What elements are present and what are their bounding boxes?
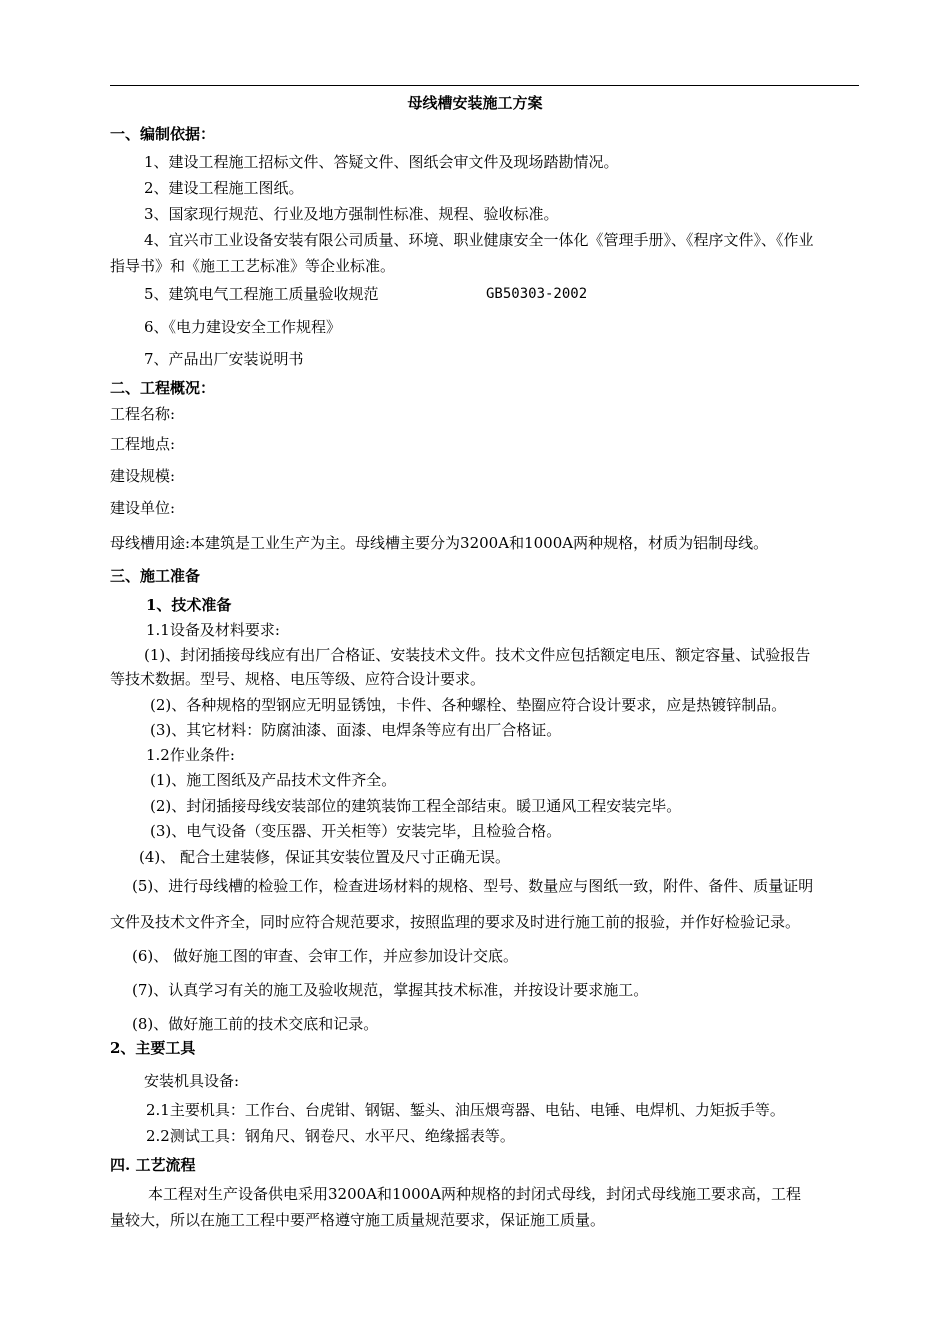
s1-standard-code: GB50303-2002	[486, 286, 588, 302]
s3-line-14: (7)、认真学习有关的施工及验收规范，掌握其技术标准，并按设计要求施工。	[132, 981, 649, 999]
s1-item-2: 2、建设工程施工图纸。	[144, 179, 304, 197]
section-2-heading: 二、工程概况：	[110, 379, 216, 397]
s3-subheading-technical: 1、技术准备	[146, 596, 232, 614]
s3-line-4: (2)、各种规格的型钢应无明显锈蚀，卡件、各种螺栓、垫圈应符合设计要求，应是热镀锌制品。	[150, 696, 787, 714]
s4-para-line-2: 量较大，所以在施工工程中要严格遵守施工质量规范要求，保证施工质量。	[110, 1211, 606, 1229]
project-owner-label: 建设单位:	[110, 499, 176, 517]
s3-subheading-tools: 2、主要工具	[110, 1039, 196, 1057]
s3-line-13: (6)、 做好施工图的审查、会审工作，并应参加设计交底。	[132, 947, 519, 965]
tools-intro: 安装机具设备:	[144, 1072, 240, 1090]
project-scale-label: 建设规模:	[110, 467, 176, 485]
s3-line-3: 等技术数据。型号、规格、电压等级、应符合设计要求。	[110, 670, 486, 688]
busway-purpose: 母线槽用途:本建筑是工业生产为主。母线槽主要分为3200A和1000A两种规格，材质为铝制母线。	[110, 534, 769, 552]
s1-item-4-cont: 指导书》和《施工工艺标准》等企业标准。	[110, 257, 396, 275]
s3-line-12: 文件及技术文件齐全，同时应符合规范要求，按照监理的要求及时进行施工前的报验，并作好检验记录。	[110, 913, 801, 931]
header-rule	[110, 85, 859, 86]
s3-line-15: (8)、做好施工前的技术交底和记录。	[132, 1015, 379, 1033]
s1-item-3: 3、国家现行规范、行业及地方强制性标准、规程、验收标准。	[144, 205, 559, 223]
s1-item-1: 1、建设工程施工招标文件、答疑文件、图纸会审文件及现场踏勘情况。	[144, 153, 619, 171]
tools-main: 2.1主要机具：工作台、台虎钳、钢锯、錾头、油压煨弯器、电钻、电锤、电焊机、力矩扳手等。	[146, 1101, 785, 1119]
s3-line-10: (4)、 配合土建装修，保证其安装位置及尺寸正确无误。	[139, 848, 511, 866]
s3-line-6: 1.2作业条件:	[146, 746, 235, 764]
s1-item-7: 7、产品出厂安装说明书	[144, 350, 304, 368]
tools-test: 2.2测试工具：钢角尺、钢卷尺、水平尺、绝缘摇表等。	[146, 1127, 515, 1145]
s3-line-1: 1.1设备及材料要求:	[146, 621, 280, 639]
s4-para-line-1: 本工程对生产设备供电采用3200A和1000A两种规格的封闭式母线，封闭式母线施工要求高，工程	[148, 1185, 802, 1203]
s3-line-11: (5)、进行母线槽的检验工作，检查进场材料的规格、型号、数量应与图纸一致，附件、备件、质量证明	[132, 877, 814, 895]
s3-line-9: (3)、电气设备（变压器、开关柜等）安装完毕，且检验合格。	[150, 822, 562, 840]
s3-line-5: (3)、其它材料：防腐油漆、面漆、电焊条等应有出厂合格证。	[150, 721, 562, 739]
section-1-heading: 一、编制依据：	[110, 125, 216, 143]
s3-line-2: (1)、封闭插接母线应有出厂合格证、安装技术文件。技术文件应包括额定电压、额定容量、试验报告	[144, 646, 811, 664]
s1-item-6: 6、《电力建设安全工作规程》	[144, 318, 342, 336]
s3-line-7: (1)、施工图纸及产品技术文件齐全。	[150, 771, 397, 789]
s3-line-8: (2)、封闭插接母线安装部位的建筑装饰工程全部结束。暖卫通风工程安装完毕。	[150, 797, 682, 815]
section-3-heading: 三、施工准备	[110, 567, 201, 585]
s1-item-5: 5、建筑电气工程施工质量验收规范	[144, 285, 379, 303]
s1-item-4: 4、宜兴市工业设备安装有限公司质量、环境、职业健康安全一体化《管理手册》、《程序文件》、《作业	[144, 231, 814, 249]
project-name-label: 工程名称:	[110, 405, 176, 423]
document-title: 母线槽安装施工方案	[407, 94, 543, 112]
project-location-label: 工程地点:	[110, 435, 176, 453]
section-4-heading: 四. 工艺流程	[110, 1156, 196, 1174]
